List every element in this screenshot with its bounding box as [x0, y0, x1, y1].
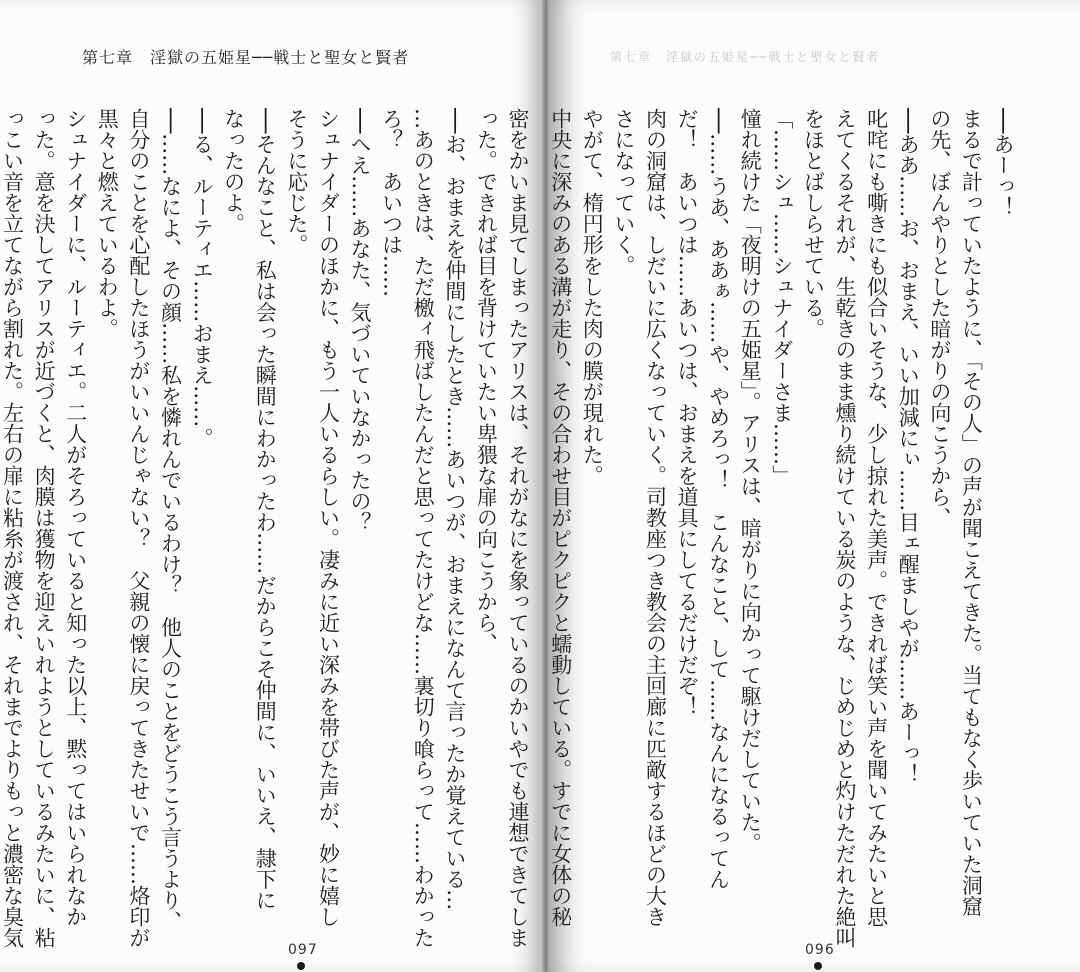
text-line: やがて、楕円形をした肉の膜が現れた。: [580, 108, 605, 486]
text-line: 中央に深みのある溝が走り、その合わせ目がピクピクと蠕動している。すでに女体の秘: [548, 108, 573, 927]
text-line: 叱咤にも嘶きにも似合いそうな、少し掠れた美声。できれば笑い声を聞いてみたいと思: [864, 108, 889, 927]
text-line: さになっていく。: [611, 108, 636, 276]
page-dot-left: [297, 962, 305, 970]
text-line: ろ？ あいつは……: [379, 108, 404, 297]
text-line: なったのよ。: [221, 108, 246, 234]
text-line: 肉の洞窟は、しだいに広くなっていく。司教座つき教会の主回廊に匹敵するほどの大き: [643, 108, 668, 927]
text-line: 密をかいま見てしまったアリスは、それがなにを象っているのかいやでも連想できてしま: [506, 108, 530, 948]
text-line: った。できれば目を背けていたい卑猥な扉の向こうから、: [474, 108, 499, 654]
text-line: の先、ぼんやりとした暗がりの向こうから、: [927, 108, 952, 528]
text-line: っこい音を立てながら割れた。左右の扉に粘糸が渡され、それまでよりもっと濃密な臭気: [0, 108, 25, 948]
text-line: ──……なによ、その顔……私を憐れんでいるわけ？ 他人のことをどうこう言うより、: [158, 108, 183, 932]
page-number-left: 097: [288, 942, 318, 958]
text-line: ──あーっ！: [991, 108, 1015, 218]
text-line: シュナイダーのほかに、もう一人いるらしい。凄みに近い深みを帯びた声が、妙に嬉し: [316, 108, 341, 927]
text-line: シュナイダーに、ルーティエ。二人がそろっていると知った以上、黙ってはいられなか: [63, 108, 88, 927]
show-through-header: 第七章 淫獄の五姫星──戦士と聖女と賢者: [610, 50, 881, 64]
page-number-right: 096: [805, 942, 835, 958]
text-line: ──へえ……あなた、気づいていなかったの？: [348, 108, 373, 533]
text-line: 自分のことを心配したほうがいいんじゃない？ 父親の懐に戻ってきたせいで……烙印が: [126, 108, 151, 948]
chapter-header: 第七章 淫獄の五姫星──戦士と聖女と賢者: [82, 48, 410, 67]
text-line: ──る、ルーティエ……おまえ……。: [190, 108, 215, 449]
text-line: 「……シュ……シュナイダーさま……」: [769, 108, 794, 486]
text-line: ──……うあ、ああぁ……や、やめろっ！ こんなこと、して……なんになるってん: [706, 108, 731, 890]
text-line: そうに応じた。: [284, 108, 309, 255]
text-line: った。意を決してアリスが近づくと、肉膜は獲物を迎えいれようとしているみたいに、粘: [32, 108, 57, 948]
text-line: ──お、おまえを仲間にしたとき……あいつが、おまえになんて言ったか覚えている…: [442, 108, 467, 911]
left-page-body: [0, 108, 533, 948]
text-line: えてくるそれが、生乾きのまま燻り続けている炭のような、じめじめと灼けただれた絶叫: [833, 108, 858, 948]
text-line: 黒々と燃えているわよ。: [95, 108, 120, 339]
text-line: だ！ あいつは……あいつは、おまえを道具にしてるだけだぞ！: [675, 108, 700, 717]
text-line: ──ああ……お、おまえ、いい加減にぃ……目ェ醒ましやが……あーっ！: [896, 108, 921, 785]
right-page-body: [548, 108, 1018, 948]
page-dot-right: [814, 962, 822, 970]
text-line: 憧れ続けた「夜明けの五姫星」。アリスは、暗がりに向かって駆けだしていた。: [738, 108, 763, 854]
text-line: まるで計っていたように、「その人」の声が聞こえてきた。当てもなく歩いていた洞窟: [959, 108, 984, 917]
text-line: をほとばしらせている。: [801, 108, 826, 339]
text-line: ──そんなこと、私は会った瞬間にわかったわ……だからこそ仲間に、いいえ、隷下に: [253, 108, 278, 911]
text-line: …あのときは、ただ檄ィ飛ばしたんだと思ってたけどな……裏切り喰らって……わかった: [411, 108, 436, 948]
